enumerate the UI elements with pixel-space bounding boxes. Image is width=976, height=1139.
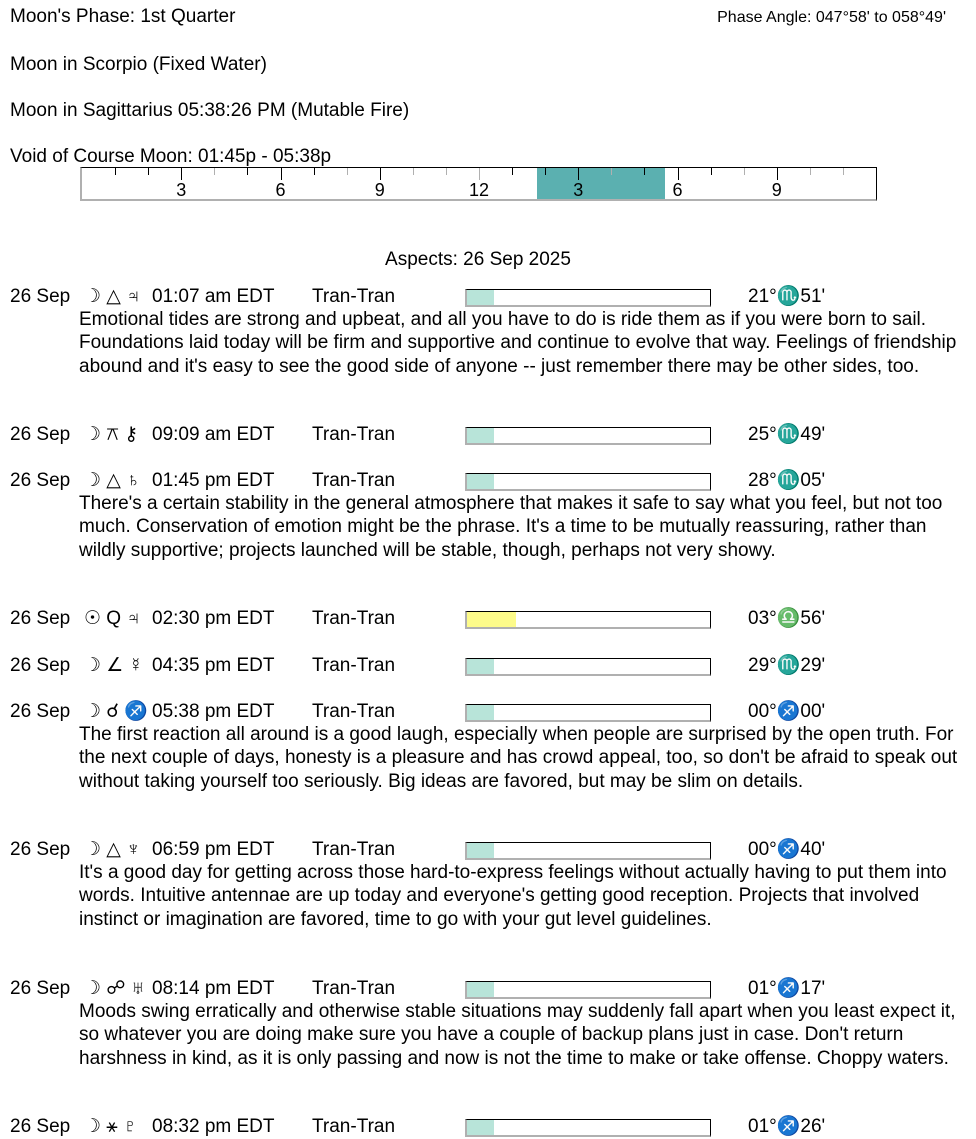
aspect-position: 00°♐40' xyxy=(748,839,826,860)
aspect-type: Tran-Tran xyxy=(312,978,396,999)
timeline-tick-label: 6 xyxy=(672,180,683,200)
timeline-tick xyxy=(545,168,546,175)
aspect-position: 00°♐00' xyxy=(748,701,826,722)
timeline-tick xyxy=(380,168,381,180)
aspect-date: 26 Sep xyxy=(10,608,71,629)
aspect-strength-fill xyxy=(467,428,494,443)
aspect-strength-fill xyxy=(467,474,494,489)
aspect-position: 25°♏49' xyxy=(748,424,826,445)
timeline-tick xyxy=(446,168,447,175)
aspect-entry xyxy=(0,654,976,678)
aspect-glyphs-icon: ☽ △ ♆ xyxy=(84,839,141,860)
aspect-strength-fill xyxy=(467,843,494,858)
timeline-tick-label: 12 xyxy=(468,180,490,200)
aspect-entry xyxy=(0,838,976,931)
aspect-time: 02:30 pm EDT xyxy=(152,608,275,629)
aspect-time: 08:14 pm EDT xyxy=(152,978,275,999)
aspect-header xyxy=(0,469,976,493)
aspect-strength-bar xyxy=(465,611,711,629)
aspect-strength-fill xyxy=(467,705,494,720)
timeline-tick xyxy=(115,168,116,175)
timeline-tick xyxy=(314,168,315,175)
aspect-entry xyxy=(0,469,976,562)
aspect-time: 09:09 am EDT xyxy=(152,424,275,445)
aspect-position: 28°♏05' xyxy=(748,470,826,491)
timeline-tick xyxy=(578,168,579,180)
timeline-tick-label: 9 xyxy=(374,180,385,200)
timeline-tick xyxy=(611,168,612,175)
phase-angle: Phase Angle: 047°58' to 058°49' xyxy=(717,9,946,26)
aspect-header xyxy=(0,1115,976,1139)
aspect-header xyxy=(0,285,976,309)
aspect-time: 06:59 pm EDT xyxy=(152,839,275,860)
aspect-date: 26 Sep xyxy=(10,655,71,676)
aspect-header xyxy=(0,977,976,1001)
aspect-entry xyxy=(0,977,976,1070)
aspect-time: 01:07 am EDT xyxy=(152,286,275,307)
aspect-time: 08:32 pm EDT xyxy=(152,1116,275,1137)
aspect-time: 01:45 pm EDT xyxy=(152,470,275,491)
timeline-tick xyxy=(479,168,480,180)
timeline-tick xyxy=(181,168,182,180)
timeline-tick xyxy=(678,168,679,180)
aspect-date: 26 Sep xyxy=(10,701,71,722)
aspect-glyphs-icon: ☽ ⚻ ⚷ xyxy=(84,424,139,445)
aspect-position: 21°♏51' xyxy=(748,286,826,307)
aspect-header xyxy=(0,423,976,447)
aspect-date: 26 Sep xyxy=(10,470,71,491)
aspect-interpretation: There's a certain stability in the general atmosphere that makes it safe to say what you feel, but not too much. Conservation of emotion might be the phrase. It's a time to be mutually reassuring, rather than wildly supportive; projects launched will be stable, though, perhaps not very showy. xyxy=(79,493,943,561)
timeline-tick xyxy=(777,168,778,180)
aspect-position: 03°♎56' xyxy=(748,608,826,629)
aspect-type: Tran-Tran xyxy=(312,1116,396,1137)
timeline-tick xyxy=(148,168,149,175)
aspect-type: Tran-Tran xyxy=(312,839,396,860)
aspect-header xyxy=(0,838,976,862)
aspect-interpretation: Moods swing erratically and otherwise stable situations may suddenly fall apart when you least expect it, so whatever you are doing make sure you have a couple of backup plans just in case. Don't return harshness in kind, as it is only passing and now is not the time to make or take offense. Choppy waters. xyxy=(79,1001,956,1069)
timeline-tick xyxy=(711,168,712,175)
timeline-tick xyxy=(214,168,215,175)
moon-sign: Moon in Scorpio (Fixed Water) xyxy=(10,54,267,75)
aspect-interpretation: Emotional tides are strong and upbeat, and all you have to do is ride them as if you were born to sail. Foundations laid today will be firm and supportive and continue to evolve that way. Feelings of friendship abound and it's easy to see the good side of anyone -- just remember there may be other sides, too. xyxy=(79,309,957,377)
aspect-entry xyxy=(0,1115,976,1139)
moon-ingress: Moon in Sagittarius 05:38:26 PM (Mutable Fire) xyxy=(10,100,410,121)
aspect-glyphs-icon: ☽ △ ♃ xyxy=(84,286,141,307)
aspect-date: 26 Sep xyxy=(10,978,71,999)
timeline-tick-label: 3 xyxy=(176,180,187,200)
aspect-header xyxy=(0,607,976,631)
aspect-header xyxy=(0,700,976,724)
aspect-strength-bar xyxy=(465,427,711,445)
aspect-glyphs-icon: ☽ △ ♄ xyxy=(84,470,141,491)
aspect-interpretation: It's a good day for getting across those hard-to-express feelings without actually having to put them into words. Intuitive antennae are up today and everyone's getting good reception. Projects that involved instinct or imagination are favored, time to go with your gut level guidelines. xyxy=(79,862,947,930)
timeline-tick xyxy=(347,168,348,175)
aspect-glyphs-icon: ☽ ⚹ ♇ xyxy=(84,1116,138,1137)
aspect-strength-bar xyxy=(465,1119,711,1137)
timeline-tick xyxy=(247,168,248,175)
aspect-strength-fill xyxy=(467,612,516,627)
aspect-type: Tran-Tran xyxy=(312,608,396,629)
aspect-type: Tran-Tran xyxy=(312,655,396,676)
aspects-title: Aspects: 26 Sep 2025 xyxy=(385,249,571,270)
timeline-tick xyxy=(843,168,844,175)
timeline-tick-label: 9 xyxy=(771,180,782,200)
aspect-interpretation: The first reaction all around is a good laugh, especially when people are surprised by the open truth. For the next couple of days, honesty is a pleasure and has crowd appeal, too, so don't be afraid to speak out without taking yourself too seriously. Big ideas are favored, but may be slim on details. xyxy=(79,724,958,792)
void-of-course-label: Void of Course Moon: 01:45p - 05:38p xyxy=(10,146,332,167)
aspect-strength-fill xyxy=(467,290,494,305)
void-of-course-band xyxy=(537,168,665,199)
aspect-header xyxy=(0,654,976,678)
aspect-date: 26 Sep xyxy=(10,424,71,445)
aspect-glyphs-icon: ☽ ☌ ♐ xyxy=(84,701,149,722)
aspect-strength-bar xyxy=(465,981,711,999)
aspect-position: 01°♐26' xyxy=(748,1116,826,1137)
aspect-time: 05:38 pm EDT xyxy=(152,701,275,722)
aspect-glyphs-icon: ☽ ☍ ♅ xyxy=(84,978,146,999)
aspect-type: Tran-Tran xyxy=(312,470,396,491)
timeline-tick-label: 3 xyxy=(573,180,584,200)
timeline-tick xyxy=(281,168,282,180)
aspect-strength-bar xyxy=(465,658,711,676)
aspect-date: 26 Sep xyxy=(10,839,71,860)
aspect-entry xyxy=(0,700,976,793)
aspect-strength-fill xyxy=(467,659,494,674)
timeline-tick-label: 6 xyxy=(275,180,286,200)
timeline-tick xyxy=(644,168,645,175)
aspect-strength-bar xyxy=(465,842,711,860)
aspect-date: 26 Sep xyxy=(10,286,71,307)
timeline-tick xyxy=(744,168,745,175)
timeline-tick xyxy=(413,168,414,175)
aspect-type: Tran-Tran xyxy=(312,701,396,722)
void-of-course-timeline xyxy=(80,167,877,201)
timeline-tick xyxy=(512,168,513,175)
aspect-glyphs-icon: ☽ ∠ ☿ xyxy=(84,655,143,676)
aspect-strength-bar xyxy=(465,289,711,307)
timeline-tick xyxy=(810,168,811,175)
aspect-position: 01°♐17' xyxy=(748,978,826,999)
aspect-strength-fill xyxy=(467,1120,494,1135)
aspect-strength-bar xyxy=(465,473,711,491)
aspect-strength-fill xyxy=(467,982,494,997)
aspect-position: 29°♏29' xyxy=(748,655,826,676)
aspect-entry xyxy=(0,285,976,378)
aspect-type: Tran-Tran xyxy=(312,424,396,445)
aspect-date: 26 Sep xyxy=(10,1116,71,1137)
aspect-type: Tran-Tran xyxy=(312,286,396,307)
moon-phase: Moon's Phase: 1st Quarter xyxy=(10,6,236,27)
aspect-time: 04:35 pm EDT xyxy=(152,655,275,676)
aspect-entry xyxy=(0,607,976,631)
aspect-entry xyxy=(0,423,976,447)
aspect-strength-bar xyxy=(465,704,711,722)
aspect-glyphs-icon: ☉ Q ♃ xyxy=(84,608,141,629)
